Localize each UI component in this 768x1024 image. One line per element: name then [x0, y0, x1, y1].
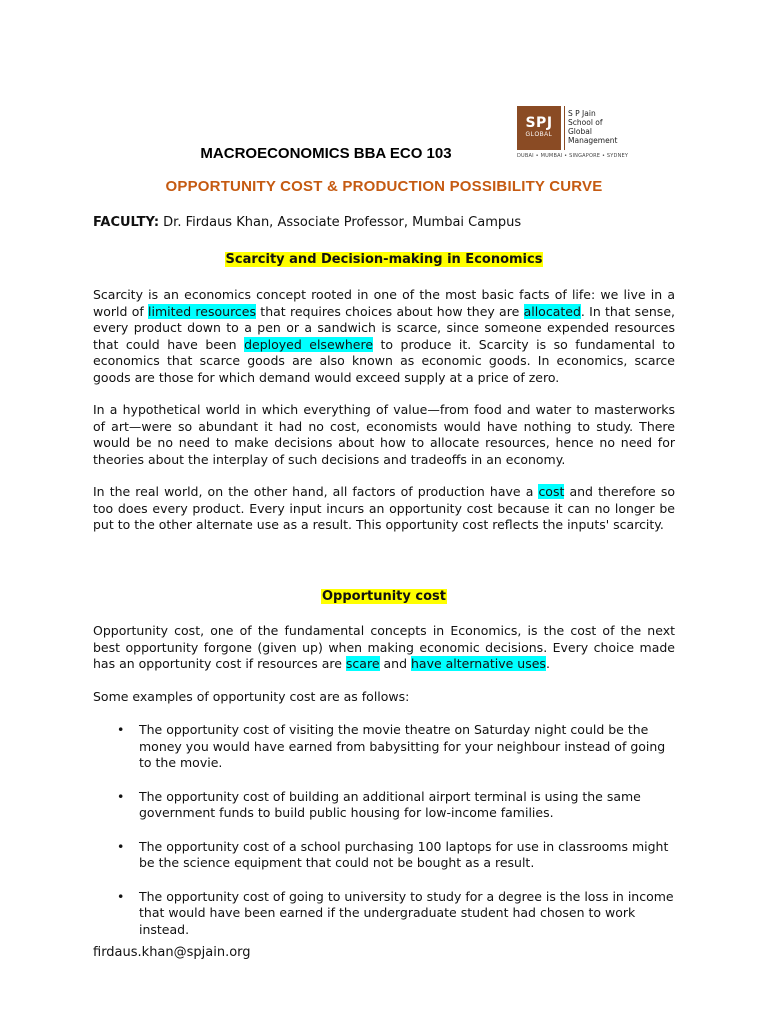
highlighted-term: allocated: [523, 303, 581, 319]
bullet-icon: •: [117, 788, 125, 804]
section-heading-opportunity: [0, 589, 768, 604]
highlighted-term: scare: [345, 656, 380, 671]
paragraph-text: to produce it. Scarcity is so fundamental to economics that scarce goods are also known as economic goods. In economics, scarce goods are those for which demand would exceed supply at a price of zero.: [93, 336, 675, 385]
highlighted-term: limited resources: [148, 303, 257, 319]
section-heading-opportunity-text: Opportunity cost: [322, 589, 446, 604]
list-item-text: The opportunity cost of building an additional airport terminal is using the same government funds to build public housing for low-income families.: [139, 788, 641, 820]
list-item-text: The opportunity cost of a school purchasing 100 laptops for use in classrooms might be the science equipment that could not be bought as a result.: [139, 838, 669, 870]
logo-mark-text: SPJ: [525, 115, 553, 131]
highlighted-term: deployed elsewhere: [244, 336, 374, 352]
list-item: [93, 839, 675, 872]
bullet-icon: •: [117, 722, 125, 737]
examples-intro: Some examples of opportunity cost are as follows:: [93, 689, 410, 704]
paragraph-text: Scarcity is an economics concept rooted in one of the most basic facts of life: we live in a world of: [93, 287, 675, 319]
paragraph-text: and: [379, 656, 411, 671]
list-item: [93, 722, 675, 772]
bullet-icon: •: [117, 888, 125, 904]
bullet-icon: •: [117, 838, 125, 854]
paragraph-text: that requires choices about how they are: [256, 303, 524, 319]
paragraph-text: Opportunity cost, one of the fundamental concepts in Economics, is the cost of the next best opportunity forgone (given up) when making economic decisions. Every choice made has an opportunity cost if resources are: [93, 623, 675, 671]
course-title: MACROECONOMICS BBA ECO 103: [200, 145, 452, 162]
paragraph-text: .: [545, 656, 550, 671]
spj-logo-mark: [517, 106, 561, 150]
paragraph-text: . In that sense, every product down to a pen or a sandwich is scarce, since someone expended resources that could have been: [93, 303, 675, 352]
logo-name-line1: S P Jain: [568, 109, 596, 118]
logo-cities: DUBAI • MUMBAI • SINGAPORE • SYDNEY: [517, 153, 629, 159]
paragraph-scarcity-2: In a hypothetical world in which everything of value—from food and water to masterworks of art—were so abundant it had no cost, economists would have nothing to study. There would be no need to make decisions about how to allocate resources, hence no need for theories about the interplay of such decisions and tradeoffs in an economy.: [93, 402, 675, 467]
document-title: OPPORTUNITY COST & PRODUCTION POSSIBILITY CURVE: [165, 178, 603, 195]
paragraph-scarcity-3: [93, 484, 675, 534]
section-heading-scarcity: [0, 252, 768, 267]
footer-email: firdaus.khan@spjain.org: [93, 945, 251, 960]
list-item: [93, 789, 675, 822]
examples-list: [93, 722, 675, 955]
paragraph-text: and therefore so too does every product. Every input incurs an opportunity cost because it can no longer be put to the other alternate use as a result. This opportunity cost reflects the inputs' scarcity.: [93, 484, 675, 532]
section-heading-scarcity-text: Scarcity and Decision-making in Economics: [225, 252, 543, 267]
logo-school-name: [568, 109, 628, 145]
logo-mark-subtext: GLOBAL: [525, 132, 553, 138]
highlighted-term: cost: [538, 484, 565, 499]
logo-divider: [564, 106, 565, 150]
list-item-text: The opportunity cost of going to university to study for a degree is the loss in income that would have been earned if the undergraduate student had chosen to work instead.: [139, 888, 674, 937]
list-item-text: The opportunity cost of visiting the movie theatre on Saturday night could be the money you would have earned from babysitting for your neighbour instead of going to the movie.: [139, 722, 666, 770]
faculty-text: Dr. Firdaus Khan, Associate Professor, Mumbai Campus: [159, 215, 522, 230]
paragraph-scarcity-1: [93, 287, 675, 386]
faculty-line: [93, 215, 521, 230]
paragraph-text: In the real world, on the other hand, all factors of production have a: [93, 484, 539, 499]
logo-name-line3: Management: [568, 136, 618, 145]
paragraph-opportunity-1: [93, 623, 675, 673]
logo-name-line2: School of Global: [568, 118, 603, 136]
list-item: [93, 889, 675, 939]
highlighted-term: have alternative uses: [411, 656, 546, 671]
faculty-label: FACULTY:: [93, 215, 160, 230]
